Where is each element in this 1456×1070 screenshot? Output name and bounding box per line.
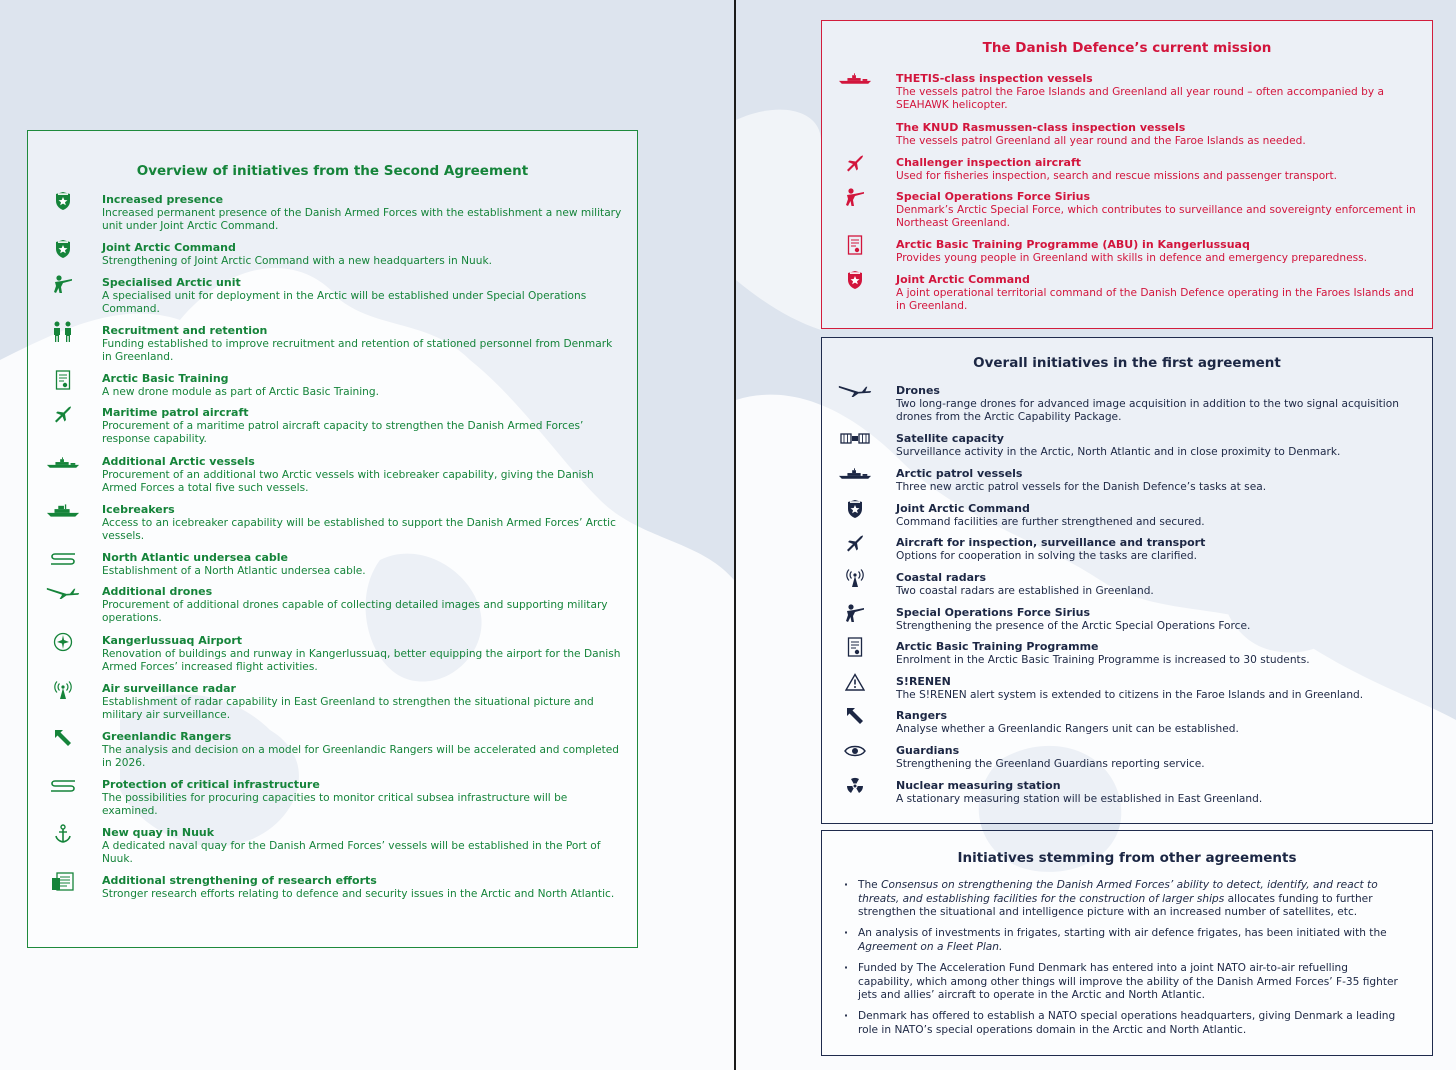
soldier-rifle-icon	[838, 602, 872, 624]
certificate-icon	[838, 636, 872, 658]
item-description: Renovation of buildings and runway in Kangerlussuaq, better equipping the airport for the Danish Armed Forces’ increased flight activities.	[102, 647, 621, 673]
shield-star-icon	[838, 269, 872, 291]
item-title: Guardians	[896, 744, 960, 757]
shield-star-icon	[46, 190, 80, 212]
item-title: Drones	[896, 384, 940, 397]
item-description: Stronger research efforts relating to defence and security issues in the Arctic and North Atlantic.	[102, 887, 615, 900]
list-item	[896, 72, 1421, 113]
item-description: Provides young people in Greenland with skills in defence and emergency preparedness.	[896, 251, 1368, 264]
item-description: Surveillance activity in the Arctic, North Atlantic and in close proximity to Denmark.	[896, 445, 1341, 458]
item-title: Additional strengthening of research efforts	[102, 874, 377, 887]
second-agreement-title: Overview of initiatives from the Second Agreement	[136, 163, 529, 179]
item-title: THETIS-class inspection vessels	[896, 72, 1093, 85]
soldier-rifle-icon	[46, 273, 80, 295]
list-item	[896, 384, 1426, 425]
bullet-text: allocates funding to further strengthen the situational and intelligence picture with an increased number of satellites, etc.	[858, 892, 1373, 918]
item-title: Arctic Basic Training	[102, 372, 229, 385]
current-mission-title: The Danish Defence’s current mission	[982, 40, 1272, 56]
current-mission-panel	[821, 20, 1433, 329]
bullet-emphasis: Consensus on strengthening the Danish Armed Forces’ ability to detect, identify, and react to threats, and establishing facilities for the construction of larger ships	[858, 879, 1378, 905]
bullet-item	[844, 879, 1404, 920]
item-description: Options for cooperation in solving the tasks are clarified.	[896, 549, 1197, 562]
rangers-arrow-icon	[46, 727, 80, 749]
list-item	[102, 682, 622, 723]
list-item	[896, 744, 1426, 771]
list-item	[896, 709, 1426, 736]
item-title: Additional drones	[102, 585, 213, 598]
list-item	[102, 551, 622, 578]
item-title: Special Operations Force Sirius	[896, 606, 1091, 619]
item-title: Satellite capacity	[896, 432, 1004, 445]
list-item	[896, 571, 1426, 598]
radar-icon	[838, 567, 872, 589]
list-item	[102, 372, 622, 399]
item-title: Joint Arctic Command	[896, 273, 1030, 286]
eye-icon	[838, 740, 872, 762]
warship-icon	[46, 452, 80, 474]
item-description: Used for fisheries inspection, search and rescue missions and passenger transport.	[896, 169, 1338, 182]
item-description: The analysis and decision on a model for Greenlandic Rangers will be accelerated and completed in 2026.	[102, 743, 619, 769]
bullet-emphasis: Agreement on a Fleet Plan.	[858, 940, 1003, 953]
cable-icon	[46, 775, 80, 797]
shield-star-icon	[46, 238, 80, 260]
item-title: Aircraft for inspection, surveillance and transport	[896, 536, 1206, 549]
item-title: S!RENEN	[896, 675, 951, 688]
list-item	[896, 432, 1426, 459]
first-agreement-panel	[821, 337, 1433, 824]
item-title: Challenger inspection aircraft	[896, 156, 1082, 169]
list-item	[896, 156, 1421, 183]
item-title: Greenlandic Rangers	[102, 730, 232, 743]
warning-triangle-icon	[838, 671, 872, 693]
list-item	[102, 193, 622, 234]
aircraft-icon	[46, 403, 80, 425]
list-item	[896, 121, 1421, 148]
certificate-icon	[46, 369, 80, 391]
item-description: Analyse whether a Greenlandic Rangers unit can be established.	[896, 722, 1239, 735]
item-description: Three new arctic patrol vessels for the Danish Defence’s tasks at sea.	[896, 480, 1267, 493]
item-title: Joint Arctic Command	[102, 241, 236, 254]
item-title: Air surveillance radar	[102, 682, 236, 695]
item-description: A dedicated naval quay for the Danish Armed Forces’ vessels will be established in the Port of Nuuk.	[102, 839, 601, 865]
list-item	[102, 730, 622, 771]
center-divider	[734, 0, 736, 1070]
bullet-text: Funded by The Acceleration Fund Denmark has entered into a joint NATO air-to-air refuelling capability, which among other things will improve the ability of the Danish Armed Forces’ F-35 fighter jets and allies’ aircraft to operate in the Arctic and North Atlantic.	[858, 962, 1398, 1001]
list-item	[102, 874, 622, 901]
item-description: The vessels patrol the Faroe Islands and Greenland all year round – often accompanied by a SEAHAWK helicopter.	[896, 85, 1384, 111]
item-description: Procurement of an additional two Arctic vessels with icebreaker capability, giving the Danish Armed Forces a total five such vessels.	[102, 468, 594, 494]
item-title: Protection of critical infrastructure	[102, 778, 320, 791]
icebreaker-icon	[46, 500, 80, 522]
item-description: Strengthening the Greenland Guardians reporting service.	[896, 757, 1205, 770]
aircraft-icon	[838, 532, 872, 554]
shield-star-icon	[838, 498, 872, 520]
item-description: Denmark’s Arctic Special Force, which contributes to surveillance and sovereignty enforcement in Northeast Greenland.	[896, 203, 1416, 229]
research-document-icon	[46, 871, 80, 893]
second-agreement-panel	[27, 130, 638, 948]
list-item	[102, 241, 622, 268]
list-item	[102, 455, 622, 496]
cable-icon	[46, 548, 80, 570]
list-item	[102, 826, 622, 867]
item-title: Nuclear measuring station	[896, 779, 1061, 792]
item-title: Maritime patrol aircraft	[102, 406, 249, 419]
item-description: Procurement of additional drones capable of collecting detailed images and supporting military operations.	[102, 598, 608, 624]
item-description: Funding established to improve recruitment and retention of stationed personnel from Denmark in Greenland.	[102, 337, 613, 363]
list-item	[102, 585, 622, 626]
bullet-item	[844, 1010, 1404, 1037]
item-title: The KNUD Rasmussen-class inspection vessels	[896, 121, 1186, 134]
item-title: Arctic Basic Training Programme (ABU) in Kangerlussuaq	[896, 238, 1250, 251]
item-description: A specialised unit for deployment in the Arctic will be established under Special Operations Command.	[102, 289, 587, 315]
two-persons-icon	[46, 321, 80, 343]
radiation-icon	[838, 775, 872, 797]
list-item	[102, 324, 622, 365]
item-title: Coastal radars	[896, 571, 986, 584]
anchor-icon	[46, 823, 80, 845]
other-agreements-panel	[821, 830, 1433, 1056]
soldier-rifle-icon	[838, 186, 872, 208]
item-description: Establishment of radar capability in East Greenland to strengthen the situational picture and military air surveillance.	[102, 695, 594, 721]
list-item	[896, 606, 1426, 633]
item-title: North Atlantic undersea cable	[102, 551, 289, 564]
other-agreements-title: Initiatives stemming from other agreements	[957, 850, 1297, 866]
first-agreement-title: Overall initiatives in the first agreement	[973, 355, 1281, 371]
list-item	[896, 273, 1421, 314]
list-item	[102, 778, 622, 819]
bullet-item	[844, 927, 1404, 954]
item-description: Enrolment in the Arctic Basic Training Programme is increased to 30 students.	[896, 653, 1310, 666]
list-item	[102, 406, 622, 447]
item-title: Icebreakers	[102, 503, 175, 516]
list-item	[896, 536, 1426, 563]
item-title: Arctic Basic Training Programme	[896, 640, 1099, 653]
list-item	[102, 503, 622, 544]
radar-icon	[46, 679, 80, 701]
item-description: Access to an icebreaker capability will be established to support the Danish Armed Forces’ Arctic vessels.	[102, 516, 616, 542]
item-title: Joint Arctic Command	[896, 502, 1030, 515]
item-description: The S!RENEN alert system is extended to citizens in the Faroe Islands and in Greenland.	[896, 688, 1364, 701]
item-description: Strengthening the presence of the Arctic Special Operations Force.	[896, 619, 1251, 632]
list-item	[102, 276, 622, 317]
list-item	[896, 675, 1426, 702]
item-title: Recruitment and retention	[102, 324, 268, 337]
warship-icon	[838, 463, 872, 485]
item-title: New quay in Nuuk	[102, 826, 215, 839]
item-description: Two coastal radars are established in Greenland.	[896, 584, 1154, 597]
list-item	[896, 502, 1426, 529]
item-description: A joint operational territorial command of the Danish Defence operating in the Faroes Islands and in Greenland.	[896, 286, 1414, 312]
item-title: Kangerlussuaq Airport	[102, 634, 243, 647]
item-title: Arctic patrol vessels	[896, 467, 1023, 480]
drone-icon	[838, 380, 872, 402]
item-title: Increased presence	[102, 193, 224, 206]
item-title: Additional Arctic vessels	[102, 455, 255, 468]
item-description: The vessels patrol Greenland all year round and the Faroe Islands as needed.	[896, 134, 1306, 147]
item-description: The possibilities for procuring capacities to monitor critical subsea infrastructure will be examined.	[102, 791, 568, 817]
item-description: Command facilities are further strengthened and secured.	[896, 515, 1205, 528]
item-title: Specialised Arctic unit	[102, 276, 241, 289]
item-title: Special Operations Force Sirius	[896, 190, 1091, 203]
airport-icon	[46, 631, 80, 653]
list-item	[896, 190, 1421, 231]
item-description: A stationary measuring station will be established in East Greenland.	[896, 792, 1263, 805]
item-description: Strengthening of Joint Arctic Command with a new headquarters in Nuuk.	[102, 254, 492, 267]
item-description: Establishment of a North Atlantic undersea cable.	[102, 564, 366, 577]
satellite-icon	[838, 428, 872, 450]
item-title: Rangers	[896, 709, 948, 722]
warship-icon	[838, 68, 872, 90]
bullet-text: The	[858, 879, 882, 891]
bullet-text: An analysis of investments in frigates, starting with air defence frigates, has been initiated with the	[858, 927, 1387, 939]
item-description: A new drone module as part of Arctic Basic Training.	[102, 385, 379, 398]
certificate-icon	[838, 234, 872, 256]
aircraft-icon	[838, 152, 872, 174]
drone-icon	[46, 582, 80, 604]
item-description: Two long-range drones for advanced image acquisition in addition to the two signal acquisition drones from the Arctic Capability Package.	[896, 397, 1399, 423]
list-item	[896, 467, 1426, 494]
rangers-arrow-icon	[838, 705, 872, 727]
bullet-text: Denmark has offered to establish a NATO special operations headquarters, giving Denmark a leading role in NATO’s special operations domain in the Arctic and North Atlantic.	[858, 1010, 1396, 1036]
list-item	[896, 779, 1426, 806]
list-item	[896, 238, 1421, 265]
item-description: Increased permanent presence of the Danish Armed Forces with the establishment a new military unit under Joint Arctic Command.	[102, 206, 622, 232]
list-item	[896, 640, 1426, 667]
bullet-item	[844, 962, 1404, 1003]
item-description: Procurement of a maritime patrol aircraft capacity to strengthen the Danish Armed Forces’ response capability.	[102, 419, 584, 445]
list-item	[102, 634, 622, 675]
